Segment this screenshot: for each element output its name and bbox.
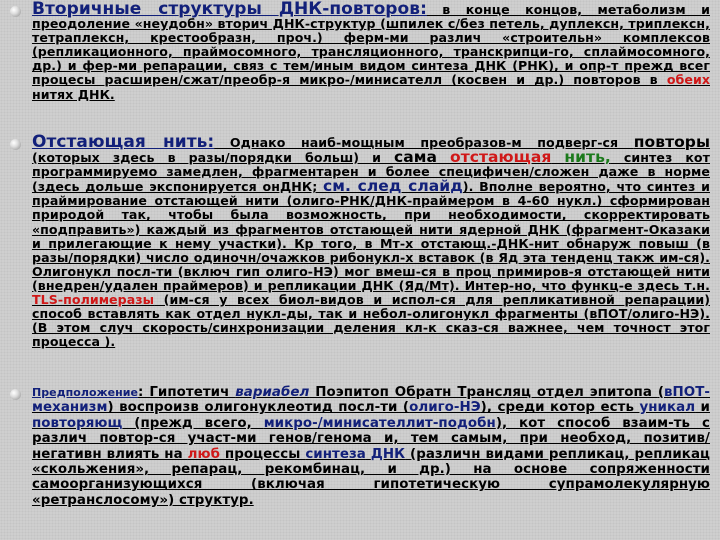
term-oligo-ne: олиго-НЭ [409,400,481,416]
text-segment: ), кот способ взаим-ть с различ повтор-ся участ-ми генов/генома и, тем самым, при необход, позитив/негативн влиять на [32,415,710,462]
text-segment: Однако наиб-мощным преобразов-м подверг-ся [214,135,634,150]
term-dna: ДНК [370,446,406,462]
text-segment: в конце концов, метаболизм и преодоление «неудобн» вторич ДНК-структур (шпилек с/без петель, дуплексн, триплексн, тетраплексн, крестообразн, проч.) ферм-ми различ «строительн» комплексов (репликационного, праймосомного, трансляционного, транскрипци-го, сплаймосомного, др.) и фер-ми репарации, связ с тем/иным видом синтеза ДНК (РНК), и опр-т прежд всег процесы расширен/сжат/преобр-я микро-/минисателл (косвен и др.) повторов в [32,2,710,88]
text-segment: (прежд всего, [122,415,264,431]
word-lagging: отстающая [450,148,552,167]
term-repeating: повторяющ [32,415,123,431]
highlight-tls-polymerases: TLS-полимеразы [32,292,155,308]
label-hypothesis: Предположение [32,386,139,399]
word-strand: нить, [564,148,611,167]
text-segment: Поэпитоп Обратн Трансляц отдел эпитопа [309,385,658,400]
paragraph-lagging-strand [10,132,711,350]
bullet-icon [10,6,21,17]
text-segment: процессы [219,446,306,462]
word-itself: сама [394,148,437,167]
text-segment: : Гипотетич [138,385,236,400]
term-any: люб [187,446,220,462]
bullet-icon [10,389,21,400]
term-vpot-mechanism: вПОТ-механизм [32,385,710,416]
text-segment: и [695,400,710,416]
text-segment: (которых здесь в разы/порядки больш) и [32,150,394,166]
text-segment: ). Вполне вероятно, что синтез и праймирование отстающей нити (олиго-РНК/ДНК-праймером в 4-60 нукл.) сформирован природой так, чтобы была возможность, при необходимости, скорректировать «подправить») каждый из фрагментов отстающей нити ядерной ДНК (фрагмент-Оказаки и прилегающие к нему участки). Кр того, в Мт-х отстающ.-ДНК-нит обнаруж повыш (в разы/порядки) число одиночн/очажков рибонукл-х вставок (в Яд эта тенденц такж им-ся). Олигонукл посл-ти (включ гип олиго-НЭ) мог вмеш-ся в проц примиров-я отстающей нити (внедрен/удален праймеров) и репликации ДНК (Яд/Мт). Интер-но, что функц-е здесь т.н. [32,179,710,293]
paragraph-text [32,132,711,350]
paragraph-hypothesis [10,385,710,508]
text-segment: нитях ДНК. [32,86,115,102]
term-unique: уникал [639,400,696,416]
heading-secondary-structures: Вторичные структуры ДНК-повторов: [32,0,427,19]
text-segment: (им-ся у всех биол-видов и испол-ся для репликативной репарации) способ вставлять как отдел нукл-ды, так и небол-олигонукл фрагменты (вПОТ/олиго-НЭ). (В этом случ скорость/синхронизации деления кл-к сказ-ся важнее, чем точност этог процесса ). [32,292,710,350]
word-repeats: повторы [633,133,711,151]
highlight-both: обеих [666,72,710,88]
word-variable: вариабел [235,385,310,400]
text-segment: ), среди котор есть [480,400,640,416]
link-see-next-slide[interactable]: см. след слайд [323,177,463,196]
bullet-icon [10,139,21,150]
heading-lagging-strand: Отстающая нить: [32,132,215,152]
text-segment: синтез кот программируемо замедлен, фрагментарен и более специфичен/сложен даже в норме (здесь дольше экспонируется онДНК; [32,150,710,195]
text-segment: ) воспроизв олигонуклеотид посл-ти ( [107,400,410,416]
text-segment: (различн видами репликац, репликац «скольжения», репарац, рекомбинац, и др.) на основе сопряженности самоорганизующихся (включая гипотетическую супрамолекулярную «ретранслосому») структур. [32,446,711,508]
paragraph-text [32,385,710,508]
term-synthesis: синтеза [305,446,366,462]
text-segment [437,150,450,165]
term-micro-minisatellite: микро-/минисателлит-подобн [263,415,496,431]
paragraph-text [32,2,710,102]
text-segment [551,150,564,165]
text-segment: ( [657,385,664,400]
paragraph-secondary-structures [10,2,710,102]
